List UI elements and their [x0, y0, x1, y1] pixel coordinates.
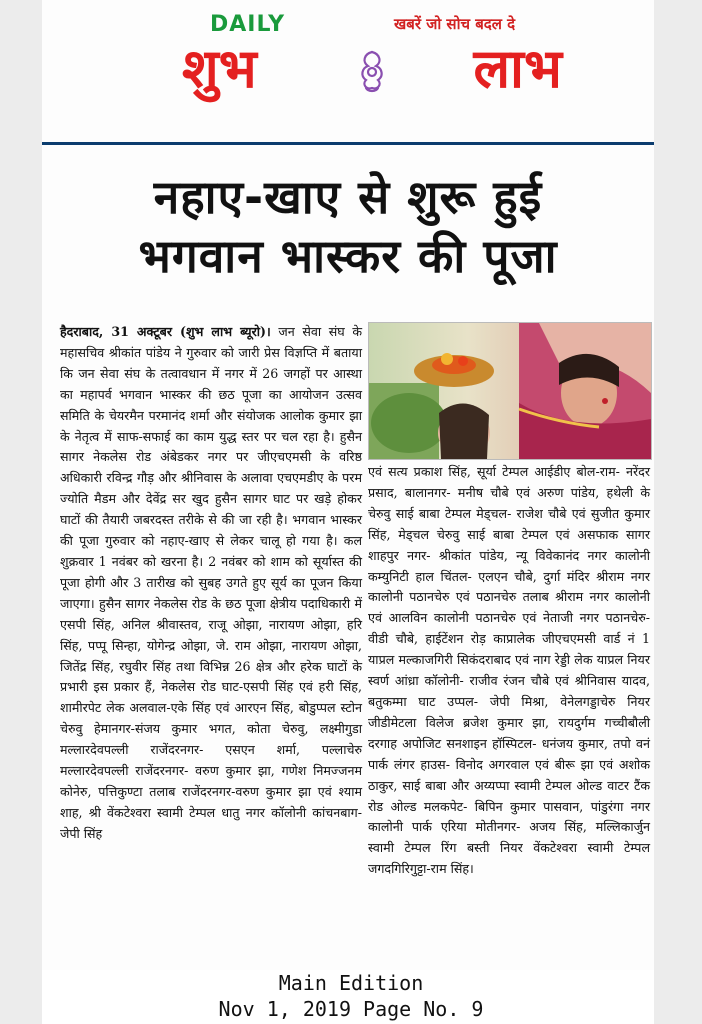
newspaper-clipping: [42, 0, 654, 970]
chhath-puja-photo: [368, 322, 652, 460]
article-dateline: हैदराबाद, 31 अक्टूबर (शुभ लाभ ब्यूरो)।: [60, 324, 271, 339]
logo-word-shubh: शुभ: [182, 37, 257, 100]
ganesh-icon: [352, 48, 392, 94]
edition-name: Main Edition: [278, 971, 424, 995]
left-margin: [0, 0, 42, 1024]
masthead-tagline: खबरें जो सोच बदल दे: [394, 15, 516, 33]
article-body-left: जन सेवा संघ के महासचिव श्रीकांत पांडेय ने गुरुवार को जारी प्रेस विज्ञप्ति में बताया कि जन सेवा संघ के तत्वावधान में नगर में 26 जगहों पर आस्था का महापर्व भगवान भास्कर की छठ पूजा का आयोजन उत्सव समिति के चेयरमैन परमानंद शर्मा और संयोजक आलोक कुमार झा के नेतृत्व में साफ-सफाई का काम युद्ध स्तर पर चल रहा है। हुसैन सागर नेकलेस रोड अंबेडकर नगर पर जीएचएमसी के वरिष्ठ अधिकारी रविन्द्र गौड़ और श्रीनिवास के अलावा एचएमडीए के परम ज्योति मैडम और देवेंद्र सर खुद हुसैन सागर घाट पर खड़े होकर घाटों की तैयारी जबरदस्त तरीके से की जा रही है। भगवान भास्कर की पूजा गुरुवार को नहाए-खाए से लेकर चालू हो गया है। कल शुक्रवार 1 नवंबर को खरना है। 2 नवंबर को शाम को सूर्यास्त की पूजा होगी और 3 तारीख को सुबह उगते हुए सूर्य का पूजन किया जाएगा। हुसैन सागर नेकलेस रोड के छठ पूजा क्षेत्रीय पदाधिकारी में एसपी सिंह, अनिल श्रीवास्तव, राजू ओझा, नारायण ओझा, हरि सिंह, पप्पू सिन्हा, योगेन्द्र ओझा, जे. राम ओझा, नारायण ओझा, जितेंद्र सिंह, रघुवीर सिंह तथा विभिन्न 26 क्षेत्र और हरेक घाटों के प्रभारी इस प्रकार हैं, नेकलेस रोड घाट-एसपी सिंह एवं हरी सिंह, शामीरपेट लेक अलवाल-एके सिंह एवं आरएन सिंह, बोडुप्पल स्टोन चेरुवु हेमानगर-संजय कुमार भगत, कोता चेरुवु, लक्ष्मीगुडा मल्लारदेवपल्ली राजेंदरनगर- एसएन शर्मा, पल्लाचेरु मल्लारदेवपल्ली राजेंदरनगर- वरुण कुमार झा, गणेश निमज्जनम कोनेरु, पत्तिकुण्टा तलाब राजेंदरनगर-वरुण कुमार झा एवं श्याम शाह, श्री वेंकटेश्वरा स्वामी टेम्पल धातु नगर कॉलोनी कांचनबाग- जेपी सिंह: [60, 324, 362, 841]
edition-caption: [150, 970, 552, 1022]
headline-line-1: नहाए-खाए से शुरू हुई: [153, 170, 543, 224]
headline-line-2: भगवान भास्कर की पूजा: [138, 229, 558, 283]
headline: [42, 168, 654, 286]
article-body-right: एवं सत्य प्रकाश सिंह, सूर्या टेम्पल आईडीए बोल-राम- नरेंदर प्रसाद, बालानगर- मनीष चौबे एवं अरुण पांडेय, हथेली के चेरुवु साई बाबा टेम्पल मेड्चल- राजेश चौबे एवं सुजीत कुमार सिंह, मेड्चल चेरुवु साई बाबा टेम्पल एवं असफाक सागर शाहपुर नगर- श्रीकांत पांडेय, न्यू विवेकानंद नगर कालोनी कम्युनिटी हाल चिंतल- एलएन चौबे, दुर्गा मंदिर श्रीराम नगर कालोनी पठानचेरु एवं पठानचेरु तलाब श्रीराम नगर कालोनी एवं आलविन कालोनी पठानचेरु एवं नेताजी नगर पठानचेरु- वीडी चौबे, हाईटेंशन रोड़ काप्रालेक जीएचएमसी वार्ड नं 1 याप्रल मल्काजगिरी सिकंदराबाद एवं नाग रेड्डी लेक याप्रल नियर स्वर्ण आंध्रा कॉलोनी- राजीव रंजन चौबे एवं श्रीनिवास यादव, बतुकम्मा घाट उप्पल- जेपी मिश्रा, वेनेलगड्डाचेरु नियर जीडीमेटला विलेज ब्रजेश कुमार झा, रायदुर्गम गच्चीबौली दरगाह अपोजिट सनशाइन हॉस्पिटल- धनंजय कुमार, तपो वनं पार्क लंगर हाउस- विनोद अगरवाल एवं बीरू झा एवं अशोक ठाकुर, साई बाबा और अय्यप्पा स्वामी टेम्पल ओल्ड वाटर टैंक रोड ओल्ड मलकपेट- बिपिन कुमार पासवान, पांडुरंगा नगर कालोनी पार्क एरिया मोतीनगर- अजय सिंह, मल्लिकार्जुन स्वामी टेम्पल रिंग बस्ती नियर वेंकटेश्वरा स्वामी टेम्पल जगदगिरिगुट्टा-राम सिंह।: [368, 464, 650, 877]
right-margin: [654, 0, 702, 1024]
logo-word-labh: लाभ: [473, 37, 562, 100]
masthead: [42, 0, 654, 140]
article-column-right: [368, 462, 650, 880]
masthead-daily: DAILY: [210, 12, 285, 37]
masthead-rule: [42, 142, 654, 145]
edition-date-page: Nov 1, 2019 Page No. 9: [218, 997, 484, 1021]
article-column-left: [60, 322, 362, 845]
masthead-logo: [182, 34, 562, 104]
